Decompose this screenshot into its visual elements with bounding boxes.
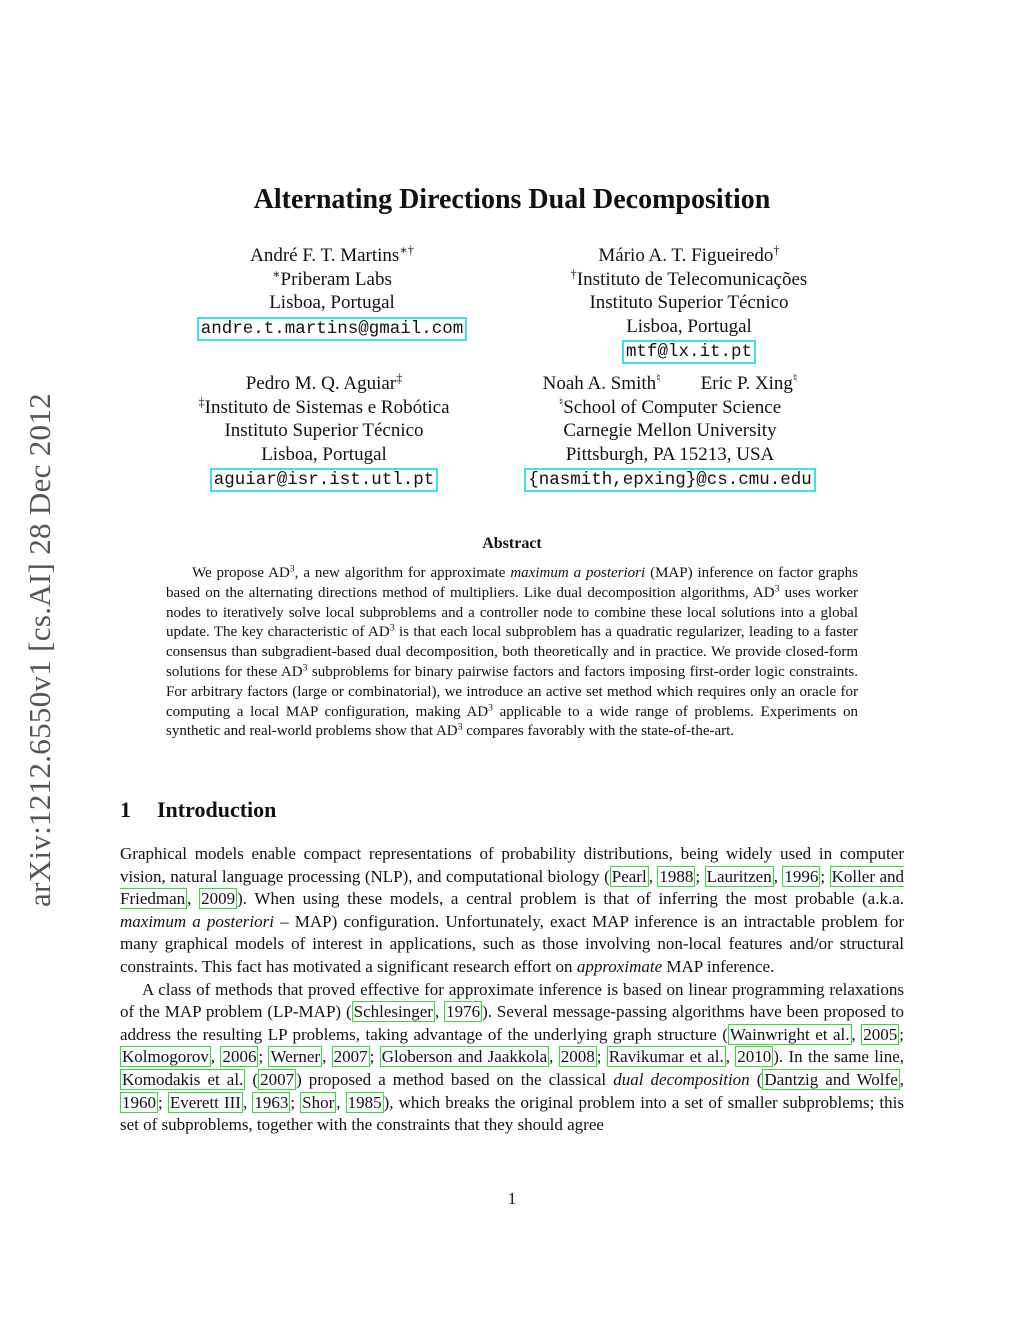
citation-link[interactable]: 2010 <box>737 1047 772 1067</box>
citation-link[interactable]: 2005 <box>863 1024 898 1044</box>
text-run: MAP inference. <box>662 956 775 976</box>
author-marks: ‡ <box>396 371 403 386</box>
text-run: ( <box>749 1069 763 1089</box>
citation-link[interactable]: Koller and Friedman <box>120 866 904 909</box>
text-run: , <box>899 1069 904 1089</box>
author-location: Lisboa, Portugal <box>261 443 387 465</box>
citation-link[interactable]: 1996 <box>784 866 819 886</box>
abstract-heading: Abstract <box>482 535 542 552</box>
citation-link[interactable]: 2009 <box>201 889 236 909</box>
text-run: , <box>851 1024 862 1044</box>
text-run: uses worker nodes to iteratively solve local subproblems and a controller node to combine these local solutions into a global update. The key characteristic of AD <box>166 584 858 641</box>
emphasis: maximum a posteriori <box>120 911 274 931</box>
author-email-link[interactable]: andre.t.martins@gmail.com <box>197 317 468 341</box>
author-affiliation: Instituto de Sistemas e Robótica <box>204 396 450 418</box>
citation-link[interactable]: Komodakis et al. <box>122 1069 244 1089</box>
author-affiliation: Priberam Labs <box>280 268 392 290</box>
author-email-link[interactable]: {nasmith,epxing}@cs.cmu.edu <box>524 468 816 492</box>
superscript: 3 <box>389 623 395 635</box>
author-block-figueiredo <box>534 244 844 364</box>
text-run: A class of methods that proved effective for approximate inference is based on linear programming relaxations of the MAP problem (LP-MAP) ( <box>120 979 904 1022</box>
author-affiliation-line: Carnegie Mellon University <box>563 420 777 441</box>
text-run: ; <box>369 1047 380 1067</box>
citation-link[interactable]: 1963 <box>254 1092 289 1112</box>
author-affiliation: Instituto de Telecomunicações <box>576 268 808 290</box>
citation-link[interactable]: 1960 <box>122 1092 156 1112</box>
citation-link[interactable]: Schlesinger <box>353 1002 433 1022</box>
author-marks: † <box>773 243 780 258</box>
text-run: , <box>210 1047 221 1067</box>
author-email-link[interactable]: aguiar@isr.ist.utl.pt <box>210 468 439 492</box>
citation-link[interactable]: Kolmogorov <box>122 1047 209 1067</box>
author-location: Pittsburgh, PA 15213, USA <box>565 443 775 465</box>
citation-link[interactable]: Wainwright et al. <box>729 1024 850 1044</box>
intro-body <box>120 843 904 1137</box>
affiliation-marks: ‡ <box>198 394 205 409</box>
text-run: ; <box>820 866 830 886</box>
text-run: ( <box>245 1069 259 1089</box>
text-run: (MAP) inference on factor graphs based on the alternating directions method of multipliers. Like dual decomposition algorithms, AD <box>166 565 858 601</box>
author-name: André F. T. Martins <box>250 245 400 266</box>
citation-link[interactable]: 2008 <box>560 1047 595 1067</box>
author-name: Mário A. T. Figueiredo <box>598 245 774 266</box>
section-heading <box>120 797 276 823</box>
paper-title: Alternating Directions Dual Decomposition <box>253 184 771 215</box>
section-number: 1 <box>120 797 131 822</box>
author-block-smith-xing <box>500 372 840 492</box>
author-affiliation: School of Computer Science <box>563 396 782 418</box>
citation-link[interactable]: Dantzig and Wolfe <box>764 1069 898 1089</box>
citation-link[interactable]: 2007 <box>333 1047 368 1067</box>
text-run: Graphical models enable compact representations of probability distributions, being widely used in computer vision, natural language processing (NLP), and computational biology ( <box>120 844 904 886</box>
text-run: ; <box>596 1047 607 1067</box>
text-run: , <box>322 1047 332 1067</box>
citation-link[interactable]: Werner <box>270 1047 321 1067</box>
text-run: , <box>725 1047 736 1067</box>
author-affiliation-line: Instituto Superior Técnico <box>589 292 789 313</box>
text-run: , <box>773 866 783 886</box>
text-run: ), which breaks the original problem into a set of smaller subproblems; this set of subproblems, together with the constraints that they should agree <box>120 1092 904 1135</box>
affiliation-marks: † <box>570 266 577 281</box>
author-marks: ♮ <box>792 371 798 386</box>
emphasis: dual decomposition <box>613 1069 750 1089</box>
text-run: subproblems for binary pairwise factors and factors imposing first-order logic constraints. For arbitrary factors (large or combinatorial), we introduce an active set method which requires only an oracle for computing a local MAP configuration, making AD <box>166 663 858 720</box>
author-name-xing: Eric P. Xing <box>700 373 793 394</box>
arxiv-stamp-text: arXiv:1212.6550v1 [cs.AI] 28 Dec 2012 <box>22 393 58 907</box>
citation-link[interactable]: Ravikumar et al. <box>608 1047 724 1067</box>
author-name-smith: Noah A. Smith <box>542 373 657 394</box>
citation-link[interactable]: 1988 <box>659 866 694 886</box>
text-run: ; <box>899 1024 905 1044</box>
text-run: , a new algorithm for approximate <box>294 565 511 581</box>
superscript: 3 <box>289 563 295 575</box>
superscript: 3 <box>457 722 463 734</box>
author-marks: ♮ <box>656 371 661 386</box>
text-run: ). When using these models, a central problem is that of inferring the most probable (a.k.a. <box>237 889 905 909</box>
paragraph <box>120 843 904 979</box>
text-run: ). Several message-passing algorithms have been proposed to address the resulting LP problems, taking advantage of the underlying graph structure ( <box>120 1002 904 1044</box>
text-run: – MAP) configuration. Unfortunately, exact MAP inference is an intractable problem for many graphical models of interest in applications, such as those involving non-local features and/or structural constraints. This fact has motivated a significant research effort on <box>120 911 904 976</box>
text-run: , <box>242 1092 253 1112</box>
author-affiliation-line: Instituto Superior Técnico <box>224 420 424 441</box>
text-run: ; <box>695 866 705 886</box>
citation-link[interactable]: Lauritzen <box>706 866 772 886</box>
affiliation-marks: ∗ <box>272 266 281 281</box>
citation-link[interactable]: 2006 <box>222 1047 257 1067</box>
author-name: Pedro M. Q. Aguiar <box>245 373 397 394</box>
text-run: , <box>187 889 200 909</box>
arxiv-stamp <box>14 370 66 930</box>
text-run: ) proposed a method based on the classical <box>296 1069 614 1089</box>
text-run: ; <box>158 1092 168 1112</box>
text-run: ; <box>258 1047 269 1067</box>
citation-link[interactable]: 2007 <box>260 1069 295 1089</box>
author-location: Lisboa, Portugal <box>269 292 395 313</box>
emphasis: approximate <box>576 956 663 976</box>
author-block-aguiar <box>182 372 466 492</box>
text-run: is that each local subproblem has a quadratic regularizer, leading to a faster consensus than subgradient-based dual decomposition, both theoretically and in practice. We provide closed-form solutions for these AD <box>166 624 859 680</box>
author-email-link[interactable]: mtf@lx.it.pt <box>622 340 756 364</box>
affiliation-marks: ♮ <box>558 394 564 409</box>
citation-link[interactable]: Shor <box>302 1092 335 1112</box>
author-location: Lisboa, Portugal <box>626 315 752 337</box>
text-run: compares favorably with the state-of-the-art. <box>462 723 735 740</box>
section-title: Introduction <box>157 797 277 822</box>
citation-link[interactable]: 1976 <box>446 1002 481 1022</box>
text-run: ; <box>290 1092 301 1112</box>
text-run: ). In the same line, <box>773 1047 905 1067</box>
citation-link[interactable]: 1985 <box>347 1092 382 1112</box>
citation-link[interactable]: Globerson and Jaakkola <box>381 1047 548 1067</box>
abstract-text <box>166 564 858 742</box>
text-run: We propose AD <box>192 565 290 581</box>
emphasis: maximum a posteriori <box>510 565 646 581</box>
citation-link[interactable]: Pearl <box>611 866 647 886</box>
superscript: 3 <box>774 583 780 595</box>
author-marks: ∗† <box>399 243 414 258</box>
author-block-martins <box>192 244 472 341</box>
text-run: , <box>549 1047 559 1067</box>
page-number: 1 <box>507 1189 517 1208</box>
text-run: , <box>336 1092 346 1112</box>
superscript: 3 <box>302 662 308 674</box>
text-run: , <box>434 1002 445 1022</box>
paragraph <box>120 979 904 1137</box>
text-run: applicable to a wide range of problems. Experiments on synthetic and real-world problems show that AD <box>166 703 859 740</box>
superscript: 3 <box>488 702 493 714</box>
text-run: , <box>648 866 658 886</box>
citation-link[interactable]: Everett III <box>169 1092 241 1112</box>
